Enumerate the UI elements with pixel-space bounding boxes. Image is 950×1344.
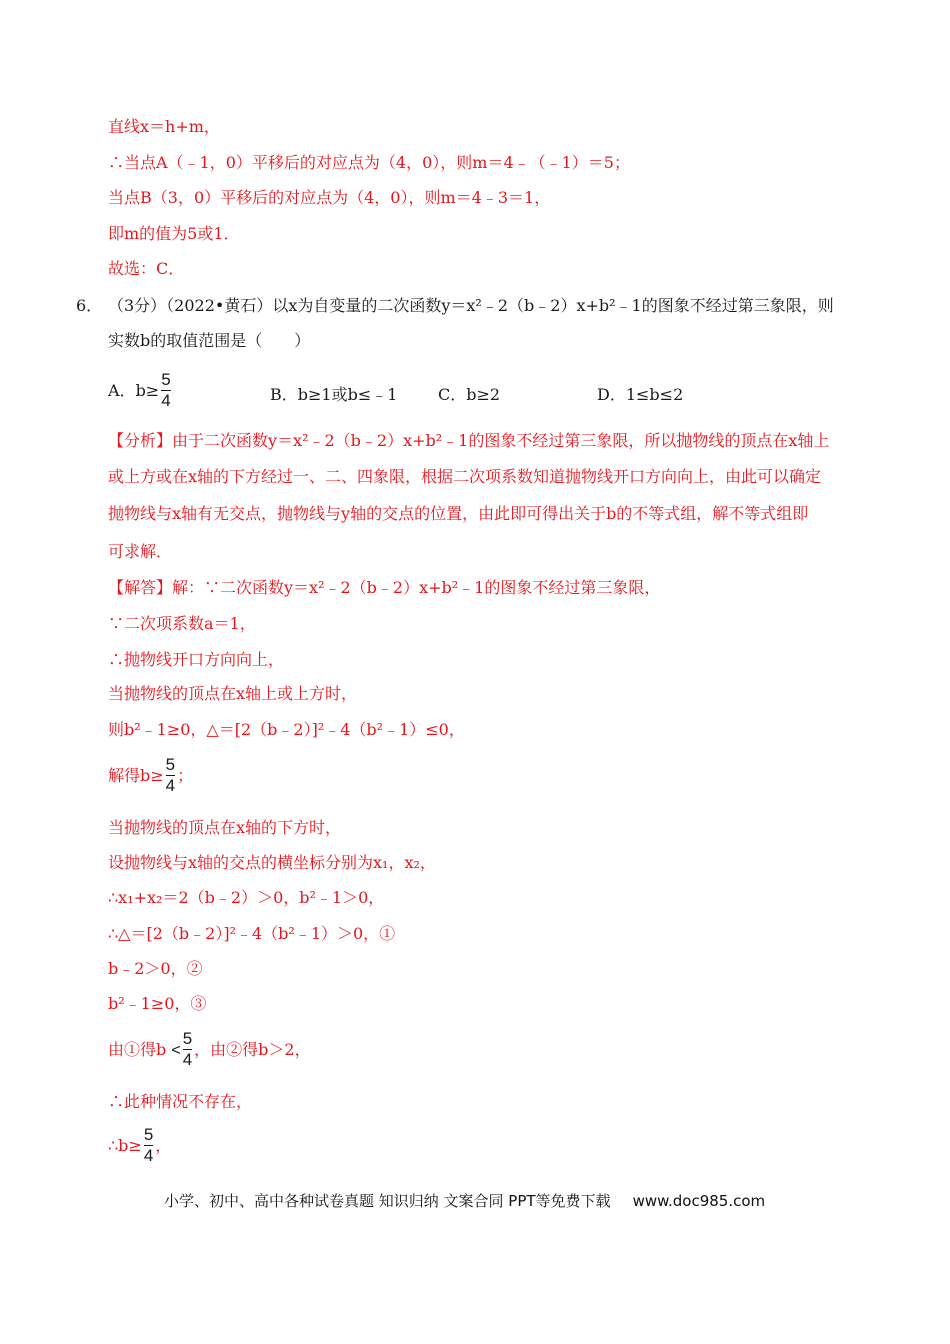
answer-line-5: 则b²﹣1≥0，△＝[2（b﹣2）]²﹣4（b²﹣1）≤0，: [108, 720, 465, 739]
fraction-five-fourths: [166, 755, 175, 796]
answer-line-15-suffix: ，: [155, 1136, 172, 1155]
analysis-line-1: [108, 431, 829, 451]
analysis-line-3: 抛物线与x轴有无交点，抛物线与y轴的交点的位置，由此即可得出关于b的不等式组，解不等式组即: [108, 504, 809, 523]
question-text-line-2: 实数b的取值范围是（ ）: [108, 331, 311, 350]
answer-line-12: b²﹣1≥0，③: [108, 994, 207, 1013]
answer-line-15: [108, 1126, 171, 1167]
answer-line-9: ∴x₁+x₂＝2（b﹣2）＞0，b²﹣1＞0，: [108, 888, 385, 907]
option-d: D．1≤b≤2: [597, 385, 684, 404]
answer-line-7: 当抛物线的顶点在x轴的下方时，: [108, 818, 342, 837]
footer-text: 小学、初中、高中各种试卷真题 知识归纳 文案合同 PPT等免费下载: [164, 1192, 611, 1210]
analysis-line-4: 可求解．: [108, 542, 173, 561]
answer-line-3: ∴抛物线开口方向向上，: [108, 650, 285, 669]
option-a: [108, 371, 173, 412]
fraction-numerator: 5: [165, 755, 176, 774]
fraction-denominator: 4: [143, 1146, 154, 1165]
analysis-tag: 【分析】: [108, 431, 173, 450]
answer-line-13-prefix: 由①得b: [108, 1040, 167, 1059]
option-b: B．b≥1或b≤﹣1: [270, 385, 398, 404]
fraction-denominator: 4: [165, 776, 176, 795]
prev-solution-line-2: ∴当点A（﹣1，0）平移后的对应点为（4，0），则m＝4﹣（﹣1）＝5；: [108, 153, 630, 172]
answer-line-6: [108, 756, 193, 797]
answer-line-13-suffix: ，由②得b＞2，: [194, 1040, 311, 1059]
fraction-denominator: 4: [161, 391, 171, 410]
fraction-five-fourths: [144, 1125, 153, 1166]
prev-solution-line-4: 即m的值为5或1．: [108, 224, 240, 243]
fraction-five-fourths: [183, 1029, 192, 1070]
fraction-numerator: 5: [143, 1125, 154, 1144]
fraction-denominator: 4: [182, 1050, 193, 1069]
option-a-prefix: b≥: [135, 381, 160, 400]
answer-line-4: 当抛物线的顶点在x轴上或上方时，: [108, 684, 358, 703]
answer-line-1: [108, 578, 660, 598]
answer-line-6-prefix: 解得b≥: [108, 766, 164, 785]
answer-line-11: b﹣2＞0，②: [108, 959, 203, 978]
less-than-sign: <: [171, 1042, 181, 1059]
page-footer: [164, 1190, 765, 1211]
question-number: 6．: [76, 296, 103, 315]
answer-line-10: ∴△＝[2（b﹣2）]²﹣4（b²﹣1）＞0，①: [108, 924, 396, 943]
answer-line-15-prefix: ∴b≥: [108, 1136, 142, 1155]
answer-line-6-suffix: ；: [177, 766, 194, 785]
question-text-line-1: （3分）（2022•黄石）以x为自变量的二次函数y＝x²﹣2（b﹣2）x+b²﹣1的图象不经过第三象限，则: [108, 296, 834, 315]
answer-tag: 【解答】: [108, 578, 173, 597]
answer-text-1: 解：∵二次函数y＝x²﹣2（b﹣2）x+b²﹣1的图象不经过第三象限，: [172, 578, 661, 597]
analysis-line-2: 或上方或在x轴的下方经过一、二、四象限，根据二次项系数知道抛物线开口方向向上，由此可以确定: [108, 467, 822, 486]
fraction-numerator: 5: [161, 370, 171, 389]
answer-line-2: ∵二次项系数a＝1，: [108, 614, 256, 633]
prev-solution-line-1: 直线x＝h+m，: [108, 117, 220, 136]
option-a-label: A．: [108, 381, 136, 400]
answer-line-8: 设抛物线与x轴的交点的横坐标分别为x₁，x₂，: [108, 853, 436, 872]
prev-solution-line-3: 当点B（3，0）平移后的对应点为（4，0），则m＝4﹣3＝1，: [108, 188, 551, 207]
option-c: C．b≥2: [438, 385, 501, 404]
prev-solution-line-5: 故选：C．: [108, 259, 185, 278]
analysis-text-1: 由于二次函数y＝x²﹣2（b﹣2）x+b²﹣1的图象不经过第三象限，所以抛物线的顶点在x轴上: [172, 431, 830, 450]
fraction-numerator: 5: [182, 1029, 193, 1048]
answer-line-14: ∴此种情况不存在，: [108, 1092, 253, 1111]
fraction-five-fourths: [161, 370, 170, 411]
footer-url-link[interactable]: www.doc985.com: [632, 1192, 766, 1210]
answer-line-13: [108, 1030, 311, 1071]
